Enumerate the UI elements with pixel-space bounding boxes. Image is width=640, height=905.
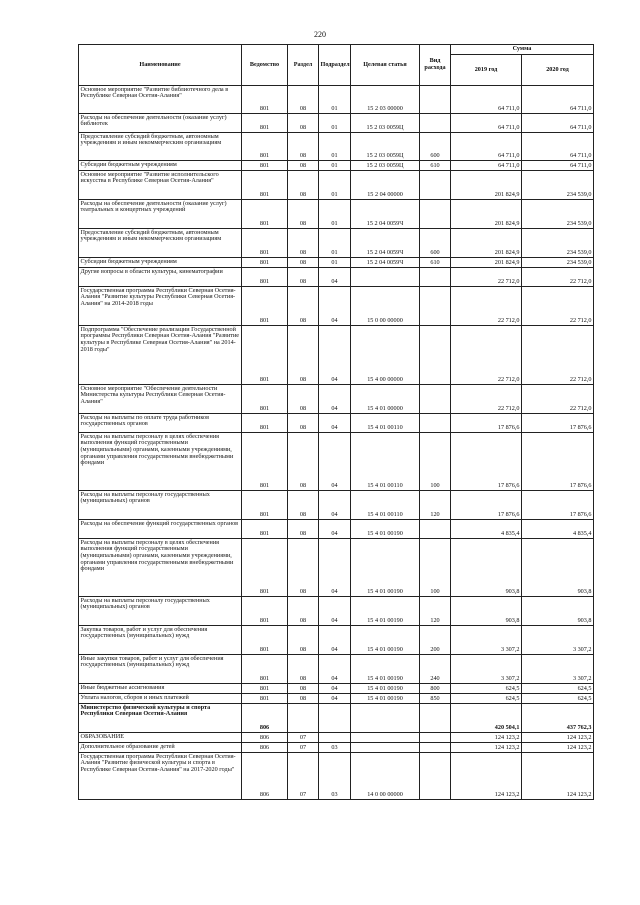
row-name: Подпрограмма "Обеспечение реализации Государственной программы Республики Северная Осетия-Алания "Развитие культуры в Республике Северная Осетия-Алания" на 2014-2018 годы"	[79, 326, 242, 385]
row-expense-type	[420, 200, 451, 229]
row-target: 15 4 01 00000	[351, 385, 420, 414]
row-target: 15 4 01 00190	[351, 684, 420, 694]
table-row	[79, 753, 594, 800]
row-subsection: 04	[319, 491, 351, 520]
table-row	[79, 258, 594, 268]
row-sum-2020: 124 123,2	[522, 753, 594, 800]
table-row	[79, 133, 594, 161]
row-sum-2019: 201 824,9	[451, 258, 522, 268]
row-subsection: 01	[319, 161, 351, 171]
row-sum-2019: 64 711,0	[451, 114, 522, 133]
row-subsection	[319, 704, 351, 733]
table-row	[79, 200, 594, 229]
row-department: 801	[242, 287, 288, 326]
row-name: Расходы на обеспечение функций государственных органов	[79, 520, 242, 539]
row-section: 08	[288, 385, 319, 414]
row-target: 15 4 01 00190	[351, 694, 420, 704]
row-sum-2020: 22 712,0	[522, 287, 594, 326]
row-expense-type: 600	[420, 229, 451, 258]
row-section: 08	[288, 86, 319, 114]
budget-table	[78, 44, 594, 800]
row-name: Расходы на обеспечение деятельности (оказание услуг) библиотек	[79, 114, 242, 133]
row-target: 15 4 01 00110	[351, 414, 420, 433]
row-name: Субсидии бюджетным учреждениям	[79, 258, 242, 268]
row-subsection: 01	[319, 229, 351, 258]
row-section: 07	[288, 743, 319, 753]
row-expense-type	[420, 287, 451, 326]
table-row	[79, 385, 594, 414]
row-name: Другие вопросы в области культуры, кинематографии	[79, 268, 242, 287]
row-expense-type: 100	[420, 433, 451, 491]
row-sum-2020: 903,8	[522, 597, 594, 626]
row-subsection: 03	[319, 743, 351, 753]
row-name: Государственная программа Республики Северная Осетия-Алания "Развитие физической культуры и спорта в Республике Северная Осетия-Алания" на 2017-2020 годы"	[79, 753, 242, 800]
row-department: 801	[242, 86, 288, 114]
row-sum-2019: 17 876,6	[451, 491, 522, 520]
row-target	[351, 743, 420, 753]
row-sum-2019: 17 876,6	[451, 414, 522, 433]
table-row	[79, 268, 594, 287]
row-target: 15 2 04 00000	[351, 171, 420, 200]
row-name: Расходы на обеспечение деятельности (оказание услуг) театральных и концертных учреждений	[79, 200, 242, 229]
row-expense-type: 800	[420, 684, 451, 694]
row-sum-2019: 201 824,9	[451, 171, 522, 200]
row-expense-type: 120	[420, 491, 451, 520]
row-target: 15 2 03 00000	[351, 86, 420, 114]
table-body	[79, 86, 594, 800]
row-target: 15 4 01 00190	[351, 626, 420, 655]
row-name: Министерство физической культуры и спорта Республики Северная Осетия-Алания	[79, 704, 242, 733]
table-row	[79, 520, 594, 539]
row-sum-2020: 64 711,0	[522, 114, 594, 133]
row-expense-type	[420, 414, 451, 433]
row-sum-2019: 22 712,0	[451, 287, 522, 326]
row-name: Расходы на выплаты персоналу в целях обеспечения выполнения функций государственными (муниципальными) органами, казенными учреждениями, органами управления государственными внебюджетными фондами	[79, 433, 242, 491]
row-expense-type: 610	[420, 258, 451, 268]
row-sum-2019: 420 504,1	[451, 704, 522, 733]
table-row	[79, 433, 594, 491]
row-name: Закупка товаров, работ и услуг для обеспечения государственных (муниципальных) нужд	[79, 626, 242, 655]
row-target: 15 4 01 00190	[351, 539, 420, 597]
row-department: 806	[242, 733, 288, 743]
row-sum-2020: 234 539,0	[522, 171, 594, 200]
row-department: 801	[242, 161, 288, 171]
row-expense-type	[420, 385, 451, 414]
row-subsection: 01	[319, 258, 351, 268]
row-section: 08	[288, 655, 319, 684]
row-subsection: 01	[319, 133, 351, 161]
row-target: 14 0 00 00000	[351, 753, 420, 800]
row-target: 15 4 01 00110	[351, 433, 420, 491]
row-subsection: 04	[319, 268, 351, 287]
row-sum-2019: 124 123,2	[451, 743, 522, 753]
row-section: 08	[288, 258, 319, 268]
row-expense-type	[420, 520, 451, 539]
row-name: Иные закупки товаров, работ и услуг для обеспечения государственных (муниципальных) нужд	[79, 655, 242, 684]
row-target	[351, 733, 420, 743]
row-name: Основное мероприятие "Обеспечение деятельности Министерства культуры Республики Северная Осетия-Алания"	[79, 385, 242, 414]
table-row	[79, 86, 594, 114]
row-name: Дополнительное образование детей	[79, 743, 242, 753]
row-sum-2019: 124 123,2	[451, 753, 522, 800]
row-sum-2019: 3 307,2	[451, 626, 522, 655]
row-sum-2020: 624,5	[522, 684, 594, 694]
row-expense-type: 240	[420, 655, 451, 684]
row-department: 801	[242, 684, 288, 694]
row-section: 08	[288, 684, 319, 694]
row-sum-2019: 903,8	[451, 539, 522, 597]
row-department: 801	[242, 114, 288, 133]
row-department: 801	[242, 268, 288, 287]
row-expense-type	[420, 268, 451, 287]
row-expense-type	[420, 753, 451, 800]
row-section: 08	[288, 626, 319, 655]
table-row	[79, 161, 594, 171]
row-department: 801	[242, 655, 288, 684]
row-target: 15 4 01 00190	[351, 520, 420, 539]
table-row	[79, 229, 594, 258]
header-section: Раздел	[288, 45, 319, 86]
row-subsection: 04	[319, 597, 351, 626]
row-expense-type: 120	[420, 597, 451, 626]
row-sum-2019: 201 824,9	[451, 200, 522, 229]
row-sum-2019: 624,5	[451, 684, 522, 694]
row-sum-2019: 64 711,0	[451, 161, 522, 171]
row-section: 07	[288, 753, 319, 800]
row-sum-2019: 22 712,0	[451, 268, 522, 287]
row-section: 08	[288, 694, 319, 704]
table-row	[79, 491, 594, 520]
row-department: 801	[242, 491, 288, 520]
row-name: Государственная программа Республики Северная Осетия-Алания "Развитие культуры Республики Северная Осетия-Алания" на 2014-2018 годы	[79, 287, 242, 326]
row-sum-2020: 64 711,0	[522, 161, 594, 171]
row-expense-type: 600	[420, 133, 451, 161]
row-subsection: 04	[319, 414, 351, 433]
row-department: 801	[242, 229, 288, 258]
row-sum-2020: 3 307,2	[522, 655, 594, 684]
row-section	[288, 704, 319, 733]
row-department: 801	[242, 171, 288, 200]
page-number: 220	[314, 30, 326, 39]
row-sum-2019: 903,8	[451, 597, 522, 626]
row-section: 08	[288, 114, 319, 133]
row-sum-2019: 3 307,2	[451, 655, 522, 684]
row-sum-2019: 64 711,0	[451, 133, 522, 161]
row-target: 15 2 03 0059Ц	[351, 161, 420, 171]
row-name: ОБРАЗОВАНИЕ	[79, 733, 242, 743]
table-row	[79, 733, 594, 743]
row-section: 08	[288, 287, 319, 326]
row-target	[351, 704, 420, 733]
row-name: Основное мероприятие "Развитие исполнительского искусства в Республике Северная Осетия-Алания"	[79, 171, 242, 200]
row-expense-type	[420, 86, 451, 114]
row-section: 08	[288, 491, 319, 520]
row-target: 15 0 00 00000	[351, 287, 420, 326]
row-subsection: 01	[319, 114, 351, 133]
row-department: 801	[242, 626, 288, 655]
row-department: 806	[242, 704, 288, 733]
row-subsection: 04	[319, 520, 351, 539]
row-target: 15 2 04 0059Ч	[351, 258, 420, 268]
row-sum-2020: 4 835,4	[522, 520, 594, 539]
row-target: 15 2 03 0059Ц	[351, 114, 420, 133]
row-name: Предоставление субсидий бюджетным, автономным учреждениям и иным некоммерческим организациям	[79, 229, 242, 258]
row-sum-2020: 124 123,2	[522, 743, 594, 753]
row-subsection: 04	[319, 684, 351, 694]
row-expense-type	[420, 326, 451, 385]
row-section: 08	[288, 433, 319, 491]
table-row	[79, 171, 594, 200]
row-subsection: 04	[319, 626, 351, 655]
row-subsection: 01	[319, 171, 351, 200]
row-department: 806	[242, 753, 288, 800]
table-row	[79, 287, 594, 326]
row-target: 15 4 01 00110	[351, 491, 420, 520]
row-department: 801	[242, 200, 288, 229]
row-section: 08	[288, 200, 319, 229]
header-year-2020: 2020 год	[522, 55, 594, 86]
row-subsection: 04	[319, 694, 351, 704]
row-section: 07	[288, 733, 319, 743]
row-target: 15 4 01 00190	[351, 597, 420, 626]
row-department: 801	[242, 597, 288, 626]
row-sum-2019: 17 876,6	[451, 433, 522, 491]
row-expense-type: 610	[420, 161, 451, 171]
row-department: 801	[242, 414, 288, 433]
header-target: Целевая статья	[351, 45, 420, 86]
row-name: Основное мероприятие "Развитие библиотечного дела в Республике Северная Осетия-Алания"	[79, 86, 242, 114]
row-sum-2020: 22 712,0	[522, 385, 594, 414]
row-section: 08	[288, 539, 319, 597]
row-subsection: 04	[319, 385, 351, 414]
row-expense-type: 100	[420, 539, 451, 597]
header-year-2019: 2019 год	[451, 55, 522, 86]
row-subsection: 01	[319, 86, 351, 114]
row-sum-2020: 624,5	[522, 694, 594, 704]
row-subsection: 04	[319, 433, 351, 491]
row-subsection: 04	[319, 539, 351, 597]
row-sum-2020: 234 539,0	[522, 258, 594, 268]
row-sum-2020: 17 876,6	[522, 491, 594, 520]
row-target	[351, 268, 420, 287]
header-expense-type: Вид расхода	[420, 45, 451, 86]
row-section: 08	[288, 229, 319, 258]
row-section: 08	[288, 414, 319, 433]
row-name: Предоставление субсидий бюджетным, автономным учреждениям и иным некоммерческим организациям	[79, 133, 242, 161]
table-row	[79, 626, 594, 655]
row-sum-2020: 124 123,2	[522, 733, 594, 743]
row-sum-2020: 903,8	[522, 539, 594, 597]
table-row	[79, 694, 594, 704]
row-name: Иные бюджетные ассигнования	[79, 684, 242, 694]
row-department: 801	[242, 326, 288, 385]
row-sum-2020: 234 539,0	[522, 229, 594, 258]
row-sum-2020: 234 539,0	[522, 200, 594, 229]
row-section: 08	[288, 520, 319, 539]
row-sum-2019: 124 123,2	[451, 733, 522, 743]
row-department: 806	[242, 743, 288, 753]
row-sum-2019: 624,5	[451, 694, 522, 704]
row-expense-type	[420, 171, 451, 200]
table-row	[79, 114, 594, 133]
row-section: 08	[288, 171, 319, 200]
table-row	[79, 704, 594, 733]
row-expense-type: 200	[420, 626, 451, 655]
table-row	[79, 684, 594, 694]
row-section: 08	[288, 326, 319, 385]
row-subsection	[319, 733, 351, 743]
table-row	[79, 743, 594, 753]
row-section: 08	[288, 268, 319, 287]
row-sum-2020: 64 711,0	[522, 86, 594, 114]
row-sum-2019: 4 835,4	[451, 520, 522, 539]
row-sum-2020: 64 711,0	[522, 133, 594, 161]
row-sum-2020: 437 762,3	[522, 704, 594, 733]
table-row	[79, 539, 594, 597]
row-subsection: 04	[319, 326, 351, 385]
header-sum: Сумма	[451, 45, 594, 55]
table-header	[79, 45, 594, 86]
row-department: 801	[242, 133, 288, 161]
row-section: 08	[288, 133, 319, 161]
row-sum-2020: 17 876,6	[522, 433, 594, 491]
row-expense-type: 850	[420, 694, 451, 704]
row-name: Расходы на выплаты по оплате труда работников государственных органов	[79, 414, 242, 433]
row-department: 801	[242, 520, 288, 539]
row-sum-2020: 22 712,0	[522, 326, 594, 385]
row-name: Расходы на выплаты персоналу государственных (муниципальных) органов	[79, 597, 242, 626]
row-sum-2019: 22 712,0	[451, 385, 522, 414]
row-target: 15 4 01 00190	[351, 655, 420, 684]
row-name: Субсидии бюджетным учреждениям	[79, 161, 242, 171]
row-department: 801	[242, 539, 288, 597]
header-subsection: Подраздел	[319, 45, 351, 86]
row-department: 801	[242, 433, 288, 491]
row-target: 15 2 03 0059Ц	[351, 133, 420, 161]
header-department: Ведомство	[242, 45, 288, 86]
row-expense-type	[420, 114, 451, 133]
row-name: Расходы на выплаты персоналу государственных (муниципальных) органов	[79, 491, 242, 520]
row-department: 801	[242, 385, 288, 414]
row-section: 08	[288, 161, 319, 171]
row-name: Расходы на выплаты персоналу в целях обеспечения выполнения функций государственными (муниципальными) органами, казенными учреждениями, органами управления государственными внебюджетными фондами	[79, 539, 242, 597]
row-expense-type	[420, 743, 451, 753]
row-subsection: 01	[319, 200, 351, 229]
table-row	[79, 597, 594, 626]
row-name: Уплата налогов, сборов и иных платежей	[79, 694, 242, 704]
row-sum-2020: 17 876,6	[522, 414, 594, 433]
row-subsection: 04	[319, 287, 351, 326]
row-sum-2019: 22 712,0	[451, 326, 522, 385]
row-expense-type	[420, 704, 451, 733]
table-row	[79, 414, 594, 433]
row-target: 15 4 00 00000	[351, 326, 420, 385]
row-department: 801	[242, 258, 288, 268]
row-target: 15 2 04 0059Ч	[351, 229, 420, 258]
row-department: 801	[242, 694, 288, 704]
row-section: 08	[288, 597, 319, 626]
row-sum-2019: 201 824,9	[451, 229, 522, 258]
row-sum-2020: 22 712,0	[522, 268, 594, 287]
row-target: 15 2 04 0059Ч	[351, 200, 420, 229]
table-row	[79, 326, 594, 385]
header-name: Наименование	[79, 45, 242, 86]
row-sum-2019: 64 711,0	[451, 86, 522, 114]
row-sum-2020: 3 307,2	[522, 626, 594, 655]
row-subsection: 03	[319, 753, 351, 800]
row-subsection: 04	[319, 655, 351, 684]
row-expense-type	[420, 733, 451, 743]
table-row	[79, 655, 594, 684]
